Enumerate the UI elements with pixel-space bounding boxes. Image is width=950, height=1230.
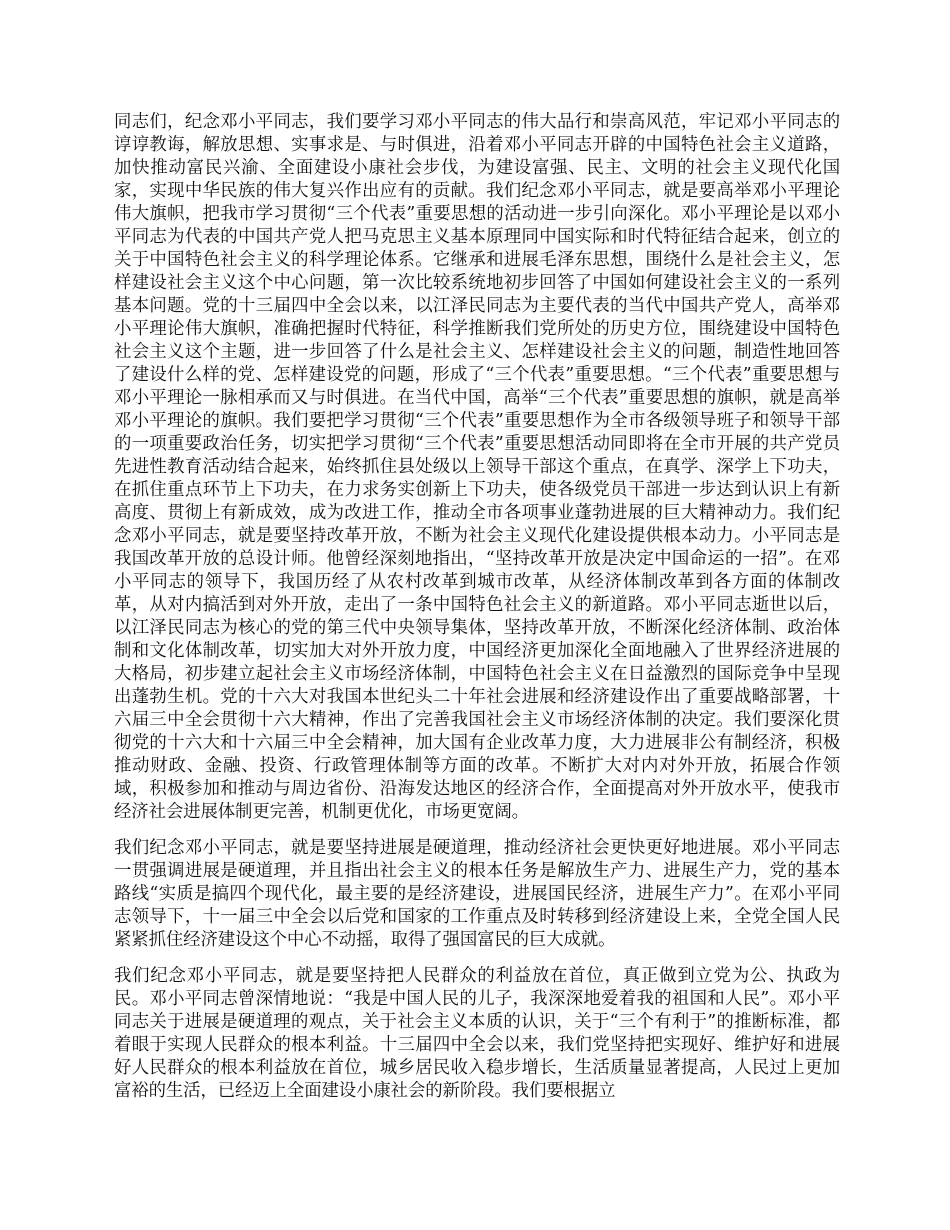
paragraph-2: 我们纪念邓小平同志，就是要坚持进展是硬道理，推动经济社会更快更好地进展。邓小平同志一贯强调进展是硬道理，并且指出社会主义的根本任务是解放生产力、进展生产力，党的基本路线“实质是搞四个现代化，最主要的是经济建设，进展国民经济，进展生产力”。在邓小平同志领导下，十一届三中全会以后党和国家的工作重点及时转移到经济建设上来，全党全国人民紧紧抓住经济建设这个中心不动摇，取得了强国富民的巨大成就。 [114, 838, 840, 950]
document-body [114, 111, 840, 1116]
paragraph-1: 同志们，纪念邓小平同志，我们要学习邓小平同志的伟大品行和崇高风范，牢记邓小平同志的谆谆教诲，解放思想、实事求是、与时俱进，沿着邓小平同志开辟的中国特色社会主义道路，加快推动富民兴渝、全面建设小康社会步伐，为建设富强、民主、文明的社会主义现代化国家，实现中华民族的伟大复兴作出应有的贡献。我们纪念邓小平同志，就是要高举邓小平理论伟大旗帜，把我市学习贯彻“三个代表”重要思想的活动进一步引向深化。邓小平理论是以邓小平同志为代表的中国共产党人把马克思主义基本原理同中国实际和时代特征结合起来，创立的关于中国特色社会主义的科学理论体系。它继承和进展毛泽东思想，围绕什么是社会主义，怎样建设社会主义这个中心问题，第一次比较系统地初步回答了中国如何建设社会主义的一系列基本问题。党的十三届四中全会以来，以江泽民同志为主要代表的当代中国共产党人，高举邓小平理论伟大旗帜，准确把握时代特征，科学推断我们党所处的历史方位，围绕建设中国特色社会主义这个主题，进一步回答了什么是社会主义、怎样建设社会主义的问题，制造性地回答了建设什么样的党、怎样建设党的问题，形成了“三个代表”重要思想。“三个代表”重要思想与邓小平理论一脉相承而又与时俱进。在当代中国，高举“三个代表”重要思想的旗帜，就是高举邓小平理论的旗帜。我们要把学习贯彻“三个代表”重要思想作为全市各级领导班子和领导干部的一项重要政治任务，切实把学习贯彻“三个代表”重要思想活动同即将在全市开展的共产党员先进性教育活动结合起来，始终抓住县处级以上领导干部这个重点，在真学、深学上下功夫，在抓住重点环节上下功夫，在力求务实创新上下功夫，使各级党员干部进一步达到认识上有新高度、贯彻上有新成效，成为改进工作，推动全市各项事业蓬勃进展的巨大精神动力。我们纪念邓小平同志，就是要坚持改革开放，不断为社会主义现代化建设提供根本动力。小平同志是我国改革开放的总设计师。他曾经深刻地指出，“坚持改革开放是决定中国命运的一招”。在邓小平同志的领导下，我国历经了从农村改革到城市改革，从经济体制改革到各方面的体制改革，从对内搞活到对外开放，走出了一条中国特色社会主义的新道路。邓小平同志逝世以后，以江泽民同志为核心的党的第三代中央领导集体，坚持改革开放，不断深化经济体制、政治体制和文化体制改革，切实加大对外开放力度，中国经济更加深化全面地融入了世界经济进展的大格局，初步建立起社会主义市场经济体制，中国特色社会主义在日益激烈的国际竞争中呈现出蓬勃生机。党的十六大对我国本世纪头二十年社会进展和经济建设作出了重要战略部署，十六届三中全会贯彻十六大精神，作出了完善我国社会主义市场经济体制的决定。我们要深化贯彻党的十六大和十六届三中全会精神，加大国有企业改革力度，大力进展非公有制经济，积极推动财政、金融、投资、行政管理体制等方面的改革。不断扩大对内对外开放，拓展合作领域，积极参加和推动与周边省份、沿海发达地区的经济合作，全面提高对外开放水平，使我市经济社会进展体制更完善，机制更优化，市场更宽阔。 [114, 112, 840, 822]
paragraph-3: 我们纪念邓小平同志，就是要坚持把人民群众的利益放在首位，真正做到立党为公、执政为民。邓小平同志曾深情地说：“我是中国人民的儿子，我深深地爱着我的祖国和人民”。邓小平同志关于进展是硬道理的观点，关于社会主义本质的认识，关于“三个有利于”的推断标准，都着眼于实现人民群众的根本利益。十三届四中全会以来，我们党坚持把实现好、维护好和进展好人民群众的根本利益放在首位，城乡居民收入稳步增长，生活质量显著提高，人民过上更加富裕的生活，已经迈上全面建设小康社会的新阶段。我们要根据立 [114, 966, 840, 1101]
